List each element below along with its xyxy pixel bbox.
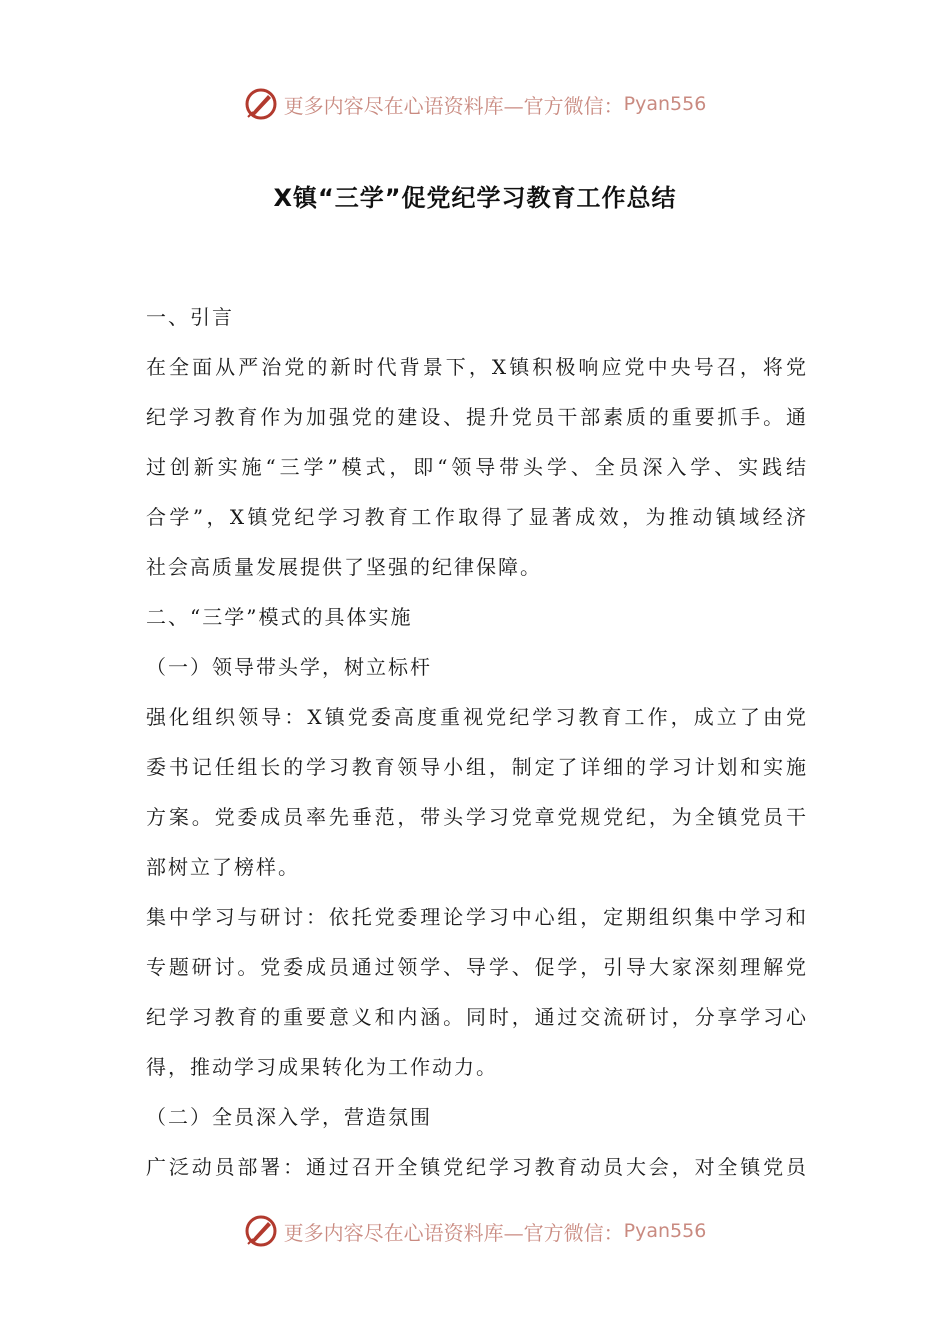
text-line: 合学”，X镇党纪学习教育工作取得了显著成效，为推动镇域经济 [146, 505, 806, 529]
watermark-text: 更多内容尽在心语资料库—官方微信： [283, 93, 624, 118]
document-title: X镇“三学”促党纪学习教育工作总结 [273, 184, 677, 212]
text-line: 得，推动学习成果转化为工作动力。 [146, 1055, 498, 1079]
text-line: （一）领导带头学，树立标杆 [146, 655, 432, 679]
text-line: 纪学习教育的重要意义和内涵。同时，通过交流研讨，分享学习心 [146, 1005, 806, 1029]
watermark-header [0, 84, 950, 124]
quill-logo-icon [244, 87, 278, 121]
watermark-handle: Pyan556 [623, 93, 707, 115]
text-line: 广泛动员部署：通过召开全镇党纪学习教育动员大会，对全镇党员 [146, 1155, 806, 1179]
text-line: 一、引言 [146, 305, 234, 329]
text-line: 委书记任组长的学习教育领导小组，制定了详细的学习计划和实施 [146, 755, 806, 779]
text-line: 集中学习与研讨：依托党委理论学习中心组，定期组织集中学习和 [146, 905, 806, 929]
watermark-handle: Pyan556 [623, 1220, 707, 1242]
text-line: 纪学习教育作为加强党的建设、提升党员干部素质的重要抓手。通 [146, 405, 806, 429]
text-line: 在全面从严治党的新时代背景下，X镇积极响应党中央号召，将党 [146, 355, 806, 379]
text-line: 过创新实施“三学”模式，即“领导带头学、全员深入学、实践结 [146, 455, 806, 479]
watermark-footer [0, 1211, 950, 1251]
quill-logo-icon [244, 1214, 278, 1248]
text-line: 社会高质量发展提供了坚强的纪律保障。 [146, 555, 542, 579]
text-line: 二、“三学”模式的具体实施 [146, 605, 413, 629]
text-line: 专题研讨。党委成员通过领学、导学、促学，引导大家深刻理解党 [146, 955, 806, 979]
watermark-text: 更多内容尽在心语资料库—官方微信： [283, 1220, 624, 1245]
text-line: 部树立了榜样。 [146, 855, 300, 879]
text-line: 强化组织领导：X镇党委高度重视党纪学习教育工作，成立了由党 [146, 705, 806, 729]
document-body [146, 292, 806, 1192]
text-line: 方案。党委成员率先垂范，带头学习党章党规党纪，为全镇党员干 [146, 805, 806, 829]
text-line: （二）全员深入学，营造氛围 [146, 1105, 432, 1129]
